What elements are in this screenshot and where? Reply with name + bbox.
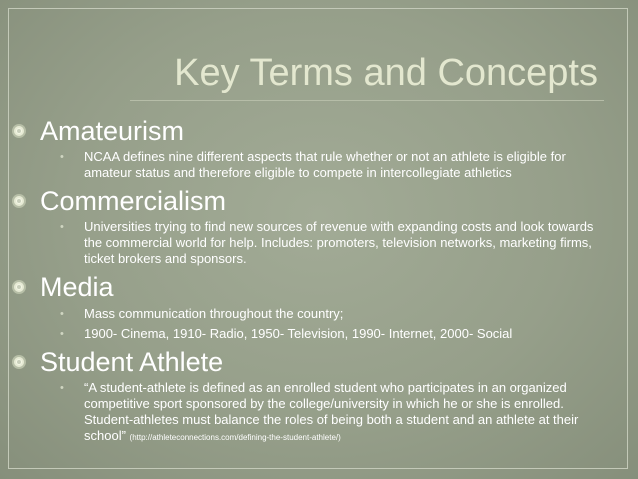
term-point-text: NCAA defines nine different aspects that rule whether or not an athlete is eligible for amateur status and therefore eligible to compete in intercollegiate athletics xyxy=(84,149,566,180)
bullet-icon: • xyxy=(60,151,64,163)
term-points xyxy=(12,149,608,181)
bullet-icon: • xyxy=(60,328,64,340)
term-points xyxy=(12,306,608,342)
circle-bullet-icon xyxy=(12,355,26,369)
term-point-text: Mass communication throughout the country; xyxy=(84,306,344,321)
circle-bullet-icon xyxy=(12,280,26,294)
slide-content xyxy=(12,114,608,449)
term-point xyxy=(12,219,608,267)
term-point xyxy=(12,149,608,181)
term-heading-text: Amateurism xyxy=(40,116,185,146)
term-heading-text: Student Athlete xyxy=(40,347,224,377)
term-heading-text: Media xyxy=(40,272,114,302)
term-points xyxy=(12,219,608,267)
term-point xyxy=(12,306,608,322)
term-point-text: Universities trying to find new sources of revenue with expanding costs and look towards the commercial world for help. Includes: promoters, television networks, marketing firms, ticket brokers and sponsors. xyxy=(84,219,594,266)
slide-title: Key Terms and Concepts xyxy=(174,52,598,94)
bullet-icon: • xyxy=(60,221,64,233)
source-citation: (http://athleteconnections.com/defining-the-student-athlete/) xyxy=(129,433,341,442)
title-divider xyxy=(130,100,604,101)
circle-bullet-icon xyxy=(12,124,26,138)
bullet-icon: • xyxy=(60,382,64,394)
term-point xyxy=(12,380,608,446)
term-heading xyxy=(12,184,608,218)
term-heading xyxy=(12,114,608,148)
term-amateurism xyxy=(12,114,608,181)
term-heading xyxy=(12,270,608,304)
term-point-text: 1900- Cinema, 1910- Radio, 1950- Television, 1990- Internet, 2000- Social xyxy=(84,326,513,341)
term-commercialism xyxy=(12,184,608,267)
term-heading-text: Commercialism xyxy=(40,186,227,216)
term-media xyxy=(12,270,608,342)
term-student-athlete xyxy=(12,345,608,446)
bullet-icon: • xyxy=(60,308,64,320)
term-point xyxy=(12,326,608,342)
definition-quote: “A student-athlete is defined as an enrolled student who participates in an organized competitive sport sponsored by the college/university in which he or she is enrolled. Student-athletes must balance the roles of being both a student and an athlete at their school” xyxy=(84,380,579,443)
term-points xyxy=(12,380,608,446)
term-heading xyxy=(12,345,608,379)
circle-bullet-icon xyxy=(12,194,26,208)
